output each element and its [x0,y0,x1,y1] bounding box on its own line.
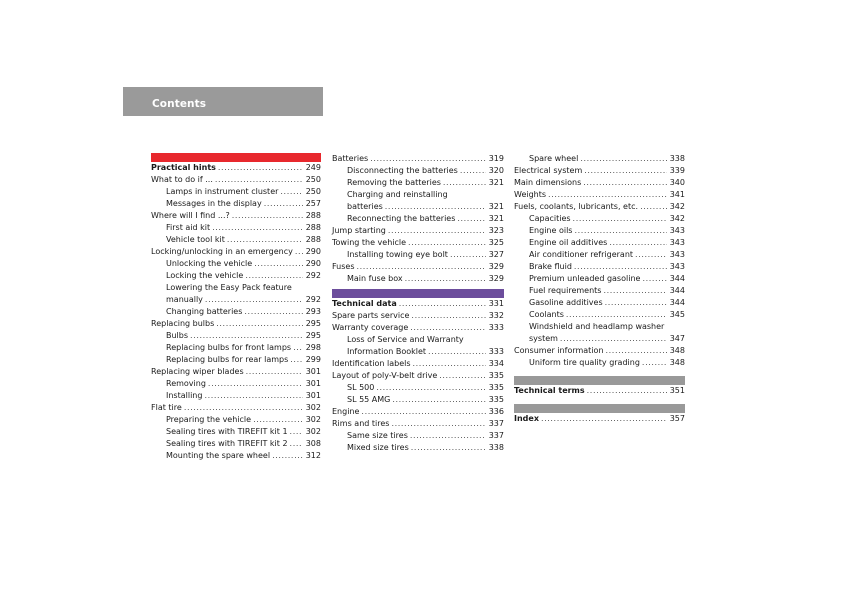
toc-page-number: 338 [488,443,504,452]
toc-entry[interactable] [514,261,685,273]
dot-leader [254,258,303,270]
dot-leader [642,273,667,285]
toc-entry[interactable] [514,345,685,357]
dot-leader [405,273,486,285]
toc-page-number: 342 [669,202,685,211]
toc-entry-title: Locking the vehicle [166,271,244,280]
toc-entry[interactable] [151,318,321,330]
dot-leader [208,378,303,390]
section-bar-technical-data [332,289,504,298]
toc-entry[interactable] [514,225,685,237]
toc-entry-title: Loss of Service and Warranty [347,335,464,344]
toc-entry[interactable] [151,414,321,426]
dot-leader [411,310,486,322]
toc-entry-title: Capacities [529,214,571,223]
toc-page-number: 341 [669,190,685,199]
toc-entry-title: Bulbs [166,331,189,340]
toc-entry[interactable] [151,294,321,306]
section-bar-index [514,404,685,413]
toc-entry[interactable] [151,234,321,246]
toc-column-3 [514,153,685,425]
dot-leader [640,201,667,213]
toc-entry-title: Main fuse box [347,274,403,283]
toc-page-number: 343 [669,250,685,259]
toc-entry-title: What to do if ... [151,175,213,184]
toc-entry[interactable] [332,213,504,225]
toc-page-number: 342 [669,214,685,223]
toc-section-heading[interactable] [514,385,685,397]
toc-entry-title: Reconnecting the batteries [347,214,456,223]
dot-leader [587,385,667,397]
toc-entry[interactable] [332,261,504,273]
toc-entry-title: Fuses [332,262,355,271]
toc-page-number: 335 [488,383,504,392]
toc-page-number: 327 [488,250,504,259]
toc-page-number: 249 [305,163,321,172]
toc-entry[interactable] [151,246,321,258]
dot-leader [411,442,486,454]
toc-entry[interactable] [514,189,685,201]
toc-entry[interactable] [332,406,504,418]
toc-page-number: 331 [488,299,504,308]
toc-entry-title: Sealing tires with TIREFIT kit 2 [166,439,288,448]
toc-entry-title: batteries [347,202,383,211]
toc-entry-title: Locking/unlocking in an emergency [151,247,293,256]
toc-page-number: 344 [669,286,685,295]
toc-entry-title: Mixed size tires [347,443,409,452]
toc-entry[interactable] [151,366,321,378]
dot-leader [443,177,486,189]
toc-page-number: 343 [669,238,685,247]
toc-page-number: 345 [669,310,685,319]
dot-leader [184,402,303,414]
dot-leader [218,162,303,174]
toc-entry[interactable] [514,249,685,261]
toc-page-number: 321 [488,202,504,211]
toc-entry-title: Installing towing eye bolt [347,250,448,259]
section-bar-practical-hints [151,153,321,162]
toc-entry-title: Index [514,414,539,423]
toc-page-number: 293 [305,307,321,316]
toc-page-number: 321 [488,178,504,187]
toc-entry-title: Consumer information [514,346,604,355]
toc-entry[interactable] [151,378,321,390]
toc-entry[interactable] [332,346,504,358]
toc-column-2 [332,153,504,454]
dot-leader [205,294,303,306]
toc-page-number: 292 [305,295,321,304]
toc-entry-title: Engine oil additives [529,238,608,247]
toc-entry-title: Lamps in instrument cluster [166,187,279,196]
toc-list-practical-hints-cont [332,153,504,285]
toc-entry-title: Fuel requirements [529,286,602,295]
toc-page-number: 332 [488,311,504,320]
toc-entry-title: Replacing bulbs for rear lamps [166,355,289,364]
toc-entry[interactable] [514,177,685,189]
dot-leader [204,390,303,402]
toc-section-heading[interactable] [332,298,504,310]
toc-page-number: 344 [669,298,685,307]
toc-entry-title: Rims and tires [332,419,390,428]
dot-leader [560,333,667,345]
toc-page-number: 343 [669,226,685,235]
dot-leader [370,153,486,165]
toc-entry[interactable] [514,213,685,225]
toc-entry-title: Spare parts service [332,311,410,320]
toc-page-number: 288 [305,223,321,232]
toc-entry[interactable] [151,282,321,294]
toc-entry[interactable] [151,198,321,210]
toc-entry[interactable] [151,270,321,282]
dot-leader [216,318,303,330]
dot-leader [246,366,303,378]
dot-leader [357,261,487,273]
toc-page-number: 257 [305,199,321,208]
toc-entry[interactable] [151,186,321,198]
toc-entry[interactable] [332,430,504,442]
dot-leader [439,370,486,382]
toc-page-number: 299 [305,355,321,364]
toc-entry[interactable] [332,358,504,370]
dot-leader [385,201,486,213]
toc-entry[interactable] [332,249,504,261]
dot-leader [399,298,486,310]
toc-page-number: 302 [305,415,321,424]
dot-leader [232,210,303,222]
toc-page-number: 351 [669,386,685,395]
toc-entry-title: Unlocking the vehicle [166,259,253,268]
toc-page-number: 347 [669,334,685,343]
toc-entry[interactable] [514,297,685,309]
toc-entry-title: Batteries [332,154,369,163]
dot-leader [408,237,486,249]
dot-leader [253,414,303,426]
toc-section-heading[interactable] [151,162,321,174]
toc-page-number: 357 [669,414,685,423]
dot-leader [548,189,667,201]
toc-entry-title: Spare wheel [529,154,579,163]
toc-entry[interactable] [514,237,685,249]
toc-list-technical-data-cont [514,153,685,369]
toc-page-number: 325 [488,238,504,247]
toc-entry[interactable] [514,165,685,177]
toc-page-number: 292 [305,271,321,280]
toc-page-number: 288 [305,235,321,244]
toc-entry[interactable] [332,165,504,177]
toc-page-number: 302 [305,403,321,412]
toc-entry[interactable] [151,390,321,402]
toc-page-number: 337 [488,431,504,440]
toc-page-number: 290 [305,259,321,268]
toc-page-number: 320 [488,166,504,175]
toc-page-number: 336 [488,407,504,416]
dot-leader [583,177,667,189]
dot-leader [574,225,667,237]
toc-page-number: 290 [305,247,321,256]
toc-entry-title: Engine [332,407,360,416]
toc-entry[interactable] [514,153,685,165]
toc-entry[interactable] [514,333,685,345]
dot-leader [603,285,667,297]
toc-entry-title: Disconnecting the batteries [347,166,458,175]
toc-entry-title: Flat tire [151,403,182,412]
toc-entry-title: Layout of poly-V-belt drive [332,371,438,380]
dot-leader [272,450,303,462]
toc-entry-title: Lowering the Easy Pack feature [166,283,292,292]
toc-entry-title: Technical data [332,299,397,308]
dot-leader [541,413,667,425]
dot-leader [392,394,486,406]
toc-section-heading[interactable] [514,413,685,425]
toc-entry-title: Air conditioner refrigerant [529,250,634,259]
toc-entry[interactable] [151,174,321,186]
toc-page-number: 323 [488,226,504,235]
toc-entry-title: Where will I find ...? [151,211,230,220]
toc-page-number: 335 [488,395,504,404]
dot-leader [410,322,486,334]
toc-page-number: 308 [305,439,321,448]
dot-leader [290,354,303,366]
dot-leader [450,249,486,261]
toc-entry-title: Changing batteries [166,307,243,316]
toc-list-technical-terms [514,385,685,397]
toc-entry-title: Same size tires [347,431,408,440]
dot-leader [635,249,667,261]
dot-leader [606,345,667,357]
toc-entry[interactable] [514,309,685,321]
toc-entry-title: Main dimensions [514,178,582,187]
dot-leader [609,237,667,249]
toc-entry-title: SL 500 [347,383,375,392]
toc-entry[interactable] [514,285,685,297]
dot-leader [584,165,667,177]
toc-entry-title: Coolants [529,310,564,319]
dot-leader [280,186,303,198]
header-bar [123,87,323,116]
toc-page-number: 339 [669,166,685,175]
toc-page-number: 298 [305,343,321,352]
toc-entry[interactable] [151,402,321,414]
toc-entry-title: Mounting the spare wheel [166,451,271,460]
dot-leader [457,213,486,225]
toc-entry[interactable] [151,306,321,318]
dot-leader [245,270,303,282]
toc-page-number: 295 [305,331,321,340]
toc-entry-title: Uniform tire quality grading [529,358,640,367]
toc-entry[interactable] [151,450,321,462]
toc-entry[interactable] [332,189,504,201]
toc-entry-title: First aid kit [166,223,211,232]
dot-leader [290,438,303,450]
toc-entry-title: Messages in the display [166,199,262,208]
toc-entry-title: Gasoline additives [529,298,603,307]
toc-entry-title: Fuels, coolants, lubricants, etc. [514,202,639,211]
toc-entry-title: Weights [514,190,547,199]
toc-entry-title: Removing [166,379,206,388]
dot-leader [290,426,303,438]
toc-page-number: 348 [669,358,685,367]
toc-entry[interactable] [332,322,504,334]
toc-entry[interactable] [332,334,504,346]
toc-page-number: 312 [305,451,321,460]
toc-entry-title: Engine oils [529,226,573,235]
toc-entry[interactable] [514,357,685,369]
toc-list-practical-hints [151,162,321,462]
toc-entry[interactable] [332,225,504,237]
toc-entry-title: Replacing bulbs [151,319,215,328]
toc-entry-title: Windshield and headlamp washer [529,322,665,331]
toc-page-number: 302 [305,427,321,436]
toc-entry-title: Technical terms [514,386,585,395]
toc-page-number: 329 [488,274,504,283]
toc-entry-title: Brake fluid [529,262,572,271]
toc-entry[interactable] [332,153,504,165]
dot-leader [460,165,486,177]
toc-page-number: 250 [305,187,321,196]
dot-leader [573,213,667,225]
toc-entry-title: Identification labels [332,359,411,368]
dot-leader [410,430,486,442]
toc-entry[interactable] [151,222,321,234]
toc-entry[interactable] [151,354,321,366]
toc-page-number: 333 [488,347,504,356]
dot-leader [293,342,303,354]
toc-page-number: 250 [305,175,321,184]
toc-entry[interactable] [332,418,504,430]
dot-leader [580,153,667,165]
toc-page-number: 321 [488,214,504,223]
toc-page-number: 337 [488,419,504,428]
dot-leader [264,198,303,210]
toc-entry[interactable] [514,201,685,213]
toc-entry[interactable] [151,258,321,270]
page-title: Contents [152,98,207,110]
toc-entry[interactable] [151,210,321,222]
toc-entry-title: Premium unleaded gasoline [529,274,641,283]
toc-page-number: 301 [305,379,321,388]
toc-entry-title: Charging and reinstalling [347,190,448,199]
toc-page-number: 335 [488,371,504,380]
toc-page-number: 348 [669,346,685,355]
dot-leader [642,357,667,369]
toc-entry[interactable] [151,426,321,438]
toc-page-number: 295 [305,319,321,328]
toc-list-technical-data [332,298,504,454]
toc-page-number: 301 [305,367,321,376]
toc-entry[interactable] [332,310,504,322]
dot-leader [376,382,486,394]
dot-leader [605,297,667,309]
toc-page-number: 334 [488,359,504,368]
toc-entry-title: Warranty coverage [332,323,409,332]
toc-page-number: 319 [488,154,504,163]
toc-entry-title: manually [166,295,203,304]
toc-entry[interactable] [151,438,321,450]
toc-page-number: 344 [669,274,685,283]
toc-entry[interactable] [332,370,504,382]
toc-entry-title: Replacing bulbs for front lamps [166,343,292,352]
toc-entry-title: SL 55 AMG [347,395,391,404]
toc-entry-title: Removing the batteries [347,178,441,187]
toc-column-1 [151,153,321,462]
toc-entry-title: Replacing wiper blades [151,367,244,376]
dot-leader [190,330,303,342]
toc-entry[interactable] [332,201,504,213]
toc-entry-title: Sealing tires with TIREFIT kit 1 [166,427,288,436]
toc-entry[interactable] [332,177,504,189]
toc-entry-title: Jump starting [332,226,386,235]
dot-leader [428,346,486,358]
toc-entry[interactable] [332,237,504,249]
dot-leader [413,358,486,370]
dot-leader [574,261,667,273]
toc-page-number: 333 [488,323,504,332]
dot-leader [215,174,303,186]
toc-list-index [514,413,685,425]
dot-leader [212,222,303,234]
toc-page-number: 338 [669,154,685,163]
toc-entry-title: Installing [166,391,203,400]
toc-entry[interactable] [332,382,504,394]
toc-page-number: 343 [669,262,685,271]
toc-entry-title: Information Booklet [347,347,427,356]
toc-entry[interactable] [151,330,321,342]
toc-entry[interactable] [332,442,504,454]
toc-page-number: 340 [669,178,685,187]
dot-leader [388,225,486,237]
dot-leader [227,234,303,246]
dot-leader [361,406,486,418]
dot-leader [566,309,667,321]
toc-entry[interactable] [514,321,685,333]
toc-entry[interactable] [332,273,504,285]
toc-entry[interactable] [151,342,321,354]
toc-entry-title: system [529,334,558,343]
dot-leader [391,418,486,430]
toc-entry-title: Vehicle tool kit [166,235,225,244]
toc-entry-title: Electrical system [514,166,583,175]
toc-page-number: 329 [488,262,504,271]
toc-entry-title: Preparing the vehicle [166,415,252,424]
dot-leader [295,246,303,258]
toc-page-number: 301 [305,391,321,400]
dot-leader [244,306,303,318]
toc-entry-title: Towing the vehicle [332,238,407,247]
toc-entry[interactable] [332,394,504,406]
toc-entry-title: Practical hints [151,163,216,172]
section-bar-technical-terms [514,376,685,385]
toc-page-number: 288 [305,211,321,220]
toc-entry[interactable] [514,273,685,285]
